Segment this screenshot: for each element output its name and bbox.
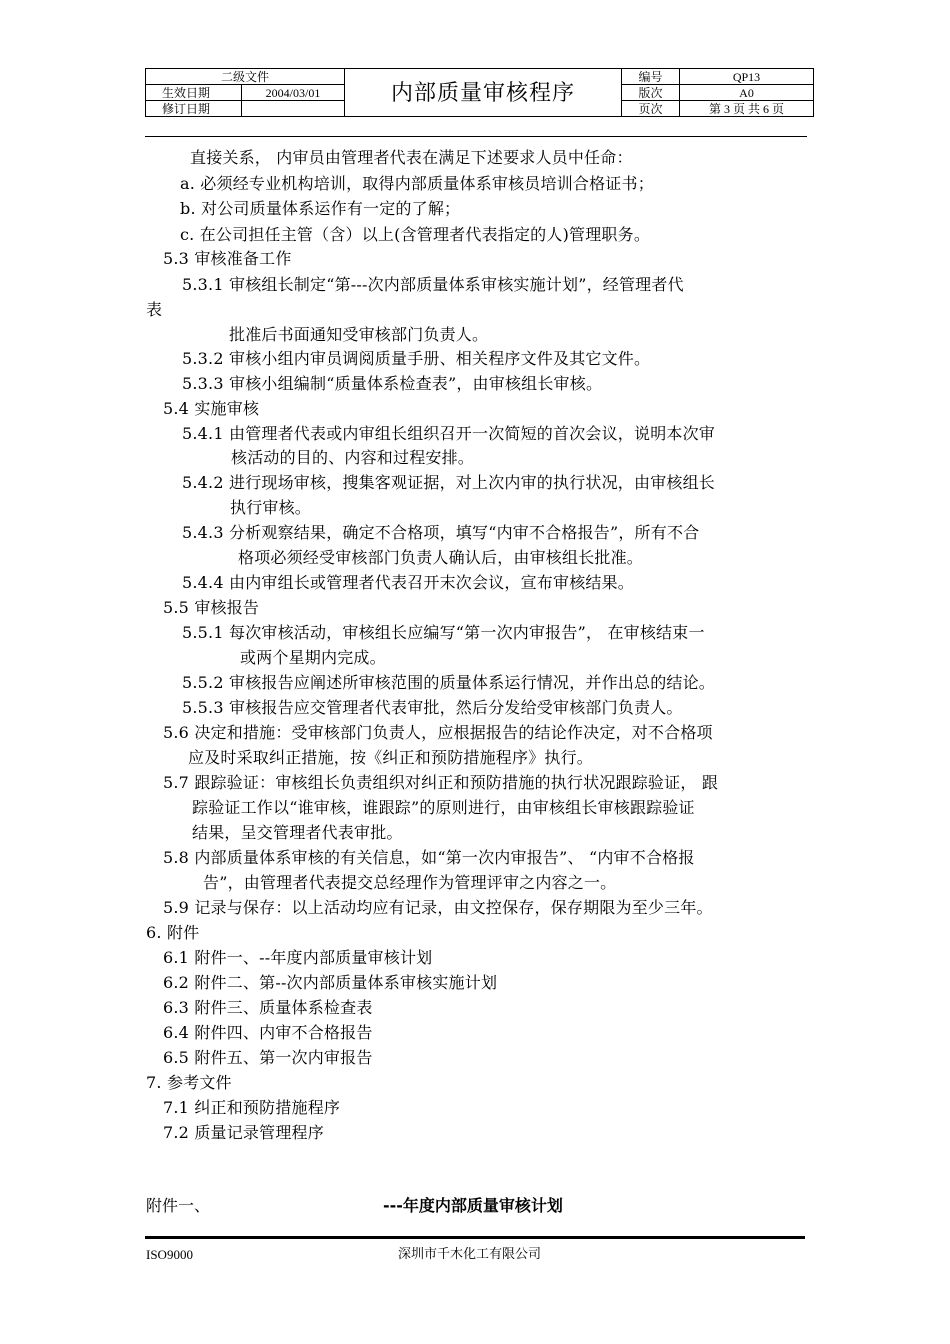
list-item: 6.1 附件一、--年度内部质量审核计划 xyxy=(163,948,433,967)
section-heading: 7. 参考文件 xyxy=(146,1073,232,1092)
effective-date-label: 生效日期 xyxy=(146,85,242,101)
text-line: 踪验证工作以“谁审核，谁跟踪”的原则进行，由审核组长审核跟踪验证 xyxy=(192,798,695,817)
text-line: 格项必须经受审核部门负责人确认后，由审核组长批准。 xyxy=(238,548,644,567)
attachment-title: ---年度内部质量审核计划 xyxy=(383,1196,563,1215)
text-line: 5.3.2 审核小组内审员调阅质量手册、相关程序文件及其它文件。 xyxy=(182,349,651,368)
text-line: 应及时采取纠正措施，按《纠正和预防措施程序》执行。 xyxy=(188,748,594,767)
revised-date-label: 修订日期 xyxy=(146,101,242,117)
page-value: 第 3 页 共 6 页 xyxy=(680,101,814,117)
text-line: 5.6 决定和措施：受审核部门负责人，应根据报告的结论作决定，对不合格项 xyxy=(163,723,713,742)
attachment-label: 附件一、 xyxy=(146,1196,211,1215)
text-line: 5.5.2 审核报告应阐述所审核范围的质量体系运行情况，并作出总的结论。 xyxy=(182,673,715,692)
text-line: 批准后书面通知受审核部门负责人。 xyxy=(229,325,489,344)
text-line: a. 必须经专业机构培训，取得内部质量体系审核员培训合格证书； xyxy=(180,174,654,193)
text-line: 5.5.1 每次审核活动，审核组长应编写“第一次内审报告”， 在审核结束一 xyxy=(182,623,705,642)
text-line: 5.4.2 进行现场审核，搜集客观证据，对上次内审的执行状况，由审核组长 xyxy=(182,473,715,492)
text-line: 结果，呈交管理者代表审批。 xyxy=(192,823,403,842)
section-heading: 5.3 审核准备工作 xyxy=(163,249,292,268)
list-item: 6.2 附件二、第--次内部质量体系审核实施计划 xyxy=(163,973,498,992)
document-level: 二级文件 xyxy=(146,69,345,85)
text-line: 5.4.1 由管理者代表或内审组长组织召开一次简短的首次会议，说明本次审 xyxy=(182,424,715,443)
text-line: 表 xyxy=(146,300,163,319)
effective-date-value: 2004/03/01 xyxy=(242,85,345,101)
code-value: QP13 xyxy=(680,69,814,85)
footer-divider xyxy=(145,1236,805,1239)
text-line: 5.4.4 由内审组长或管理者代表召开末次会议，宣布审核结果。 xyxy=(182,573,634,592)
revised-date-value xyxy=(242,101,345,117)
list-item: 6.3 附件三、质量体系检查表 xyxy=(163,998,373,1017)
footer-company: 深圳市千木化工有限公司 xyxy=(398,1247,542,1262)
section-heading: 6. 附件 xyxy=(146,923,200,942)
list-item: 6.4 附件四、内审不合格报告 xyxy=(163,1023,373,1042)
code-label: 编号 xyxy=(622,69,680,85)
section-heading: 5.4 实施审核 xyxy=(163,399,260,418)
text-line: 5.9 记录与保存：以上活动均应有记录，由文控保存，保存期限为至少三年。 xyxy=(163,898,713,917)
text-line: b. 对公司质量体系运作有一定的了解； xyxy=(180,199,461,218)
text-line: 5.3.3 审核小组编制“质量体系检查表”，由审核组长审核。 xyxy=(182,374,603,393)
document-title: 内部质量审核程序 xyxy=(345,69,622,117)
header-divider xyxy=(145,136,807,137)
text-line: 5.4.3 分析观察结果，确定不合格项，填写“内审不合格报告”，所有不合 xyxy=(182,523,700,542)
text-line: 5.3.1 审核组长制定“第---次内部质量体系审核实施计划”，经管理者代 xyxy=(182,275,684,294)
text-line: 执行审核。 xyxy=(230,498,312,517)
version-value: A0 xyxy=(680,85,814,101)
text-line: 核活动的目的、内容和过程安排。 xyxy=(231,448,475,467)
list-item: 7.2 质量记录管理程序 xyxy=(163,1123,324,1142)
text-line: 或两个星期内完成。 xyxy=(240,648,386,667)
text-line: 5.5.3 审核报告应交管理者代表审批，然后分发给受审核部门负责人。 xyxy=(182,698,683,717)
text-line: 直接关系， 内审员由管理者代表在满足下述要求人员中任命： xyxy=(190,148,633,167)
text-line: 5.7 跟踪验证：审核组长负责组织对纠正和预防措施的执行状况跟踪验证， 跟 xyxy=(163,773,719,792)
footer-standard: ISO9000 xyxy=(146,1247,193,1262)
text-line: 5.8 内部质量体系审核的有关信息，如“第一次内审报告”、 “内审不合格报 xyxy=(163,848,695,867)
document-header-table xyxy=(145,68,814,117)
page-label: 页次 xyxy=(622,101,680,117)
section-heading: 5.5 审核报告 xyxy=(163,598,260,617)
list-item: 6.5 附件五、第一次内审报告 xyxy=(163,1048,373,1067)
version-label: 版次 xyxy=(622,85,680,101)
text-line: c. 在公司担任主管（含）以上(含管理者代表指定的人)管理职务。 xyxy=(180,225,651,244)
list-item: 7.1 纠正和预防措施程序 xyxy=(163,1098,341,1117)
text-line: 告”，由管理者代表提交总经理作为管理评审之内容之一。 xyxy=(203,873,617,892)
